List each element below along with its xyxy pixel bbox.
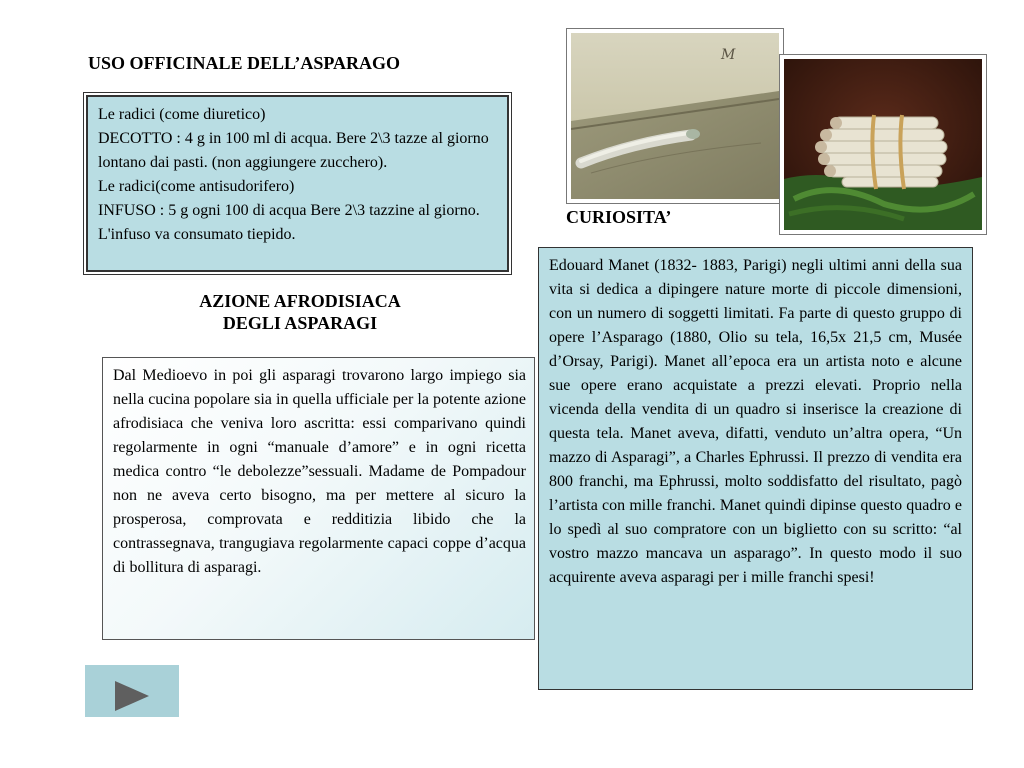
manet-curiosity-box: Edouard Manet (1832- 1883, Parigi) negli ultimi anni della sua vita si dedica a dipingere nature morte di piccole dimensioni, con un numero di soggetti limitati. Fa parte di questo gruppo di opere l’Asparago (1880, Olio su tela, 16,5x 21,5 cm, Musée d’Orsay, Parigi). Manet all’epoca era un artista noto e alcune sue opere erano acquistate a prezzi elevati. Proprio nella vicenda della vendita di un quadro si inserisce la creazione di questa tela. Manet aveva, difatti, venduto un’altra opera, “Un mazzo di Asparagi”, a Charles Ephrussi. Il prezzo di vendita era 800 franchi, ma Ephrussi, molto soddisfatto del risultato, pagò l’artista con mille franchi. Manet quindi dipinse questo quadro e lo spedì al suo compratore con un biglietto con su scritto: “al vostro mazzo mancava un asparago”. In questo modo il suo acquirente aveva asparagi per i mille franchi spesi! — [538, 247, 973, 690]
painting-single-asparagus — [566, 28, 784, 204]
afrodisiaca-box: Dal Medioevo in poi gli asparagi trovarono largo impiego sia nella cucina popolare sia in quella ufficiale per la potente azione afrodisiaca che veniva loro ascritta: essi comparivano quindi regolarmente in ogni “manuale d’amore” e in ogni ricetta medica contro “le debolezze”sessuali. Madame de Pompadour non ne aveva certo bisogno, ma per mettere al sicuro la prosperosa, comprovata e redditizia libido che la contrassegnava, trangugiava regolarmente capaci coppe d’acqua di bollitura di asparagi. — [102, 357, 535, 640]
uso-officinale-box — [83, 92, 512, 275]
title-afro-line-2: DEGLI ASPARAGI — [222, 313, 378, 333]
uso-line-3: Le radici(come antisudorifero) — [98, 178, 295, 195]
title-afro-line-1: AZIONE AFRODISIACA — [199, 291, 401, 311]
uso-line-2: DECOTTO : 4 g in 100 ml di acqua. Bere 2\3 tazze al giorno lontano dai pasti. (non aggiungere zucchero). — [98, 130, 489, 171]
title-uso-officinale: USO OFFICINALE DELL’ASPARAGO — [88, 53, 401, 73]
title-azione-afrodisiaca — [160, 290, 440, 334]
next-slide-button[interactable] — [85, 665, 179, 717]
painting-asparagus-bunch — [779, 54, 987, 235]
title-curiosita: CURIOSITA’ — [566, 207, 672, 227]
single-asparagus-image — [571, 33, 779, 199]
uso-line-4: INFUSO : 5 g ogni 100 di acqua Bere 2\3 tazzine al giorno. L'infuso va consumato tiepido. — [98, 202, 480, 243]
asparagus-bunch-image — [784, 59, 982, 230]
uso-officinale-content — [86, 95, 509, 272]
uso-line-1: Le radici (come diuretico) — [98, 106, 266, 123]
play-triangle-icon — [112, 679, 152, 713]
painting-signature: M — [721, 47, 736, 63]
